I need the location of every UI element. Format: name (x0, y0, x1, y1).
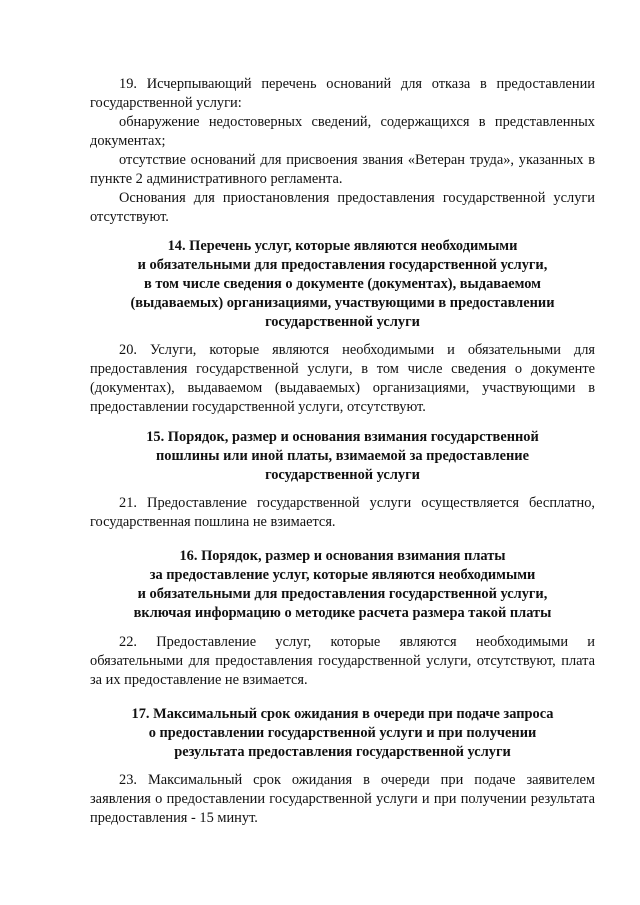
heading-line: государственной услуги (265, 314, 420, 330)
section-heading-14 (90, 237, 595, 332)
section-heading-15 (90, 428, 595, 485)
heading-line: пошлины или иной платы, взимаемой за предоставление (156, 448, 529, 464)
paragraph-19: 19. Исчерпывающий перечень оснований для отказа в предоставлении государственной услуги: (90, 76, 595, 111)
heading-line: и обязательными для предоставления государственной услуги, (137, 257, 548, 273)
paragraph-19-suspension: Основания для приостановления предоставления государственной услуги отсутствуют. (90, 190, 595, 225)
paragraph-21: 21. Предоставление государственной услуги осуществляется бесплатно, государственная пошлина не взимается. (90, 495, 595, 530)
heading-line: (выдаваемых) организациями, участвующими в предоставлении (130, 295, 555, 311)
heading-line: результата предоставления государственной услуги (174, 744, 511, 760)
paragraph-23: 23. Максимальный срок ожидания в очереди при подаче заявителем заявления о предоставлении государственной услуги и при получении результата предоставления - 15 минут. (90, 772, 595, 826)
section-heading-17 (90, 705, 595, 762)
heading-line: 14. Перечень услуг, которые являются необходимыми (167, 238, 518, 254)
heading-line: 15. Порядок, размер и основания взимания государственной (146, 429, 539, 445)
paragraph-22: 22. Предоставление услуг, которые являются необходимыми и обязательными для предоставления государственной услуги, отсутствуют, плата за их предоставление не взимается. (90, 634, 595, 688)
paragraph-19-item-1: обнаружение недостоверных сведений, содержащихся в представленных документах; (90, 114, 595, 149)
heading-line: за предоставление услуг, которые являются необходимыми (149, 567, 536, 583)
paragraph-19-item-2: отсутствие оснований для присвоения звания «Ветеран труда», указанных в пункте 2 административного регламента. (90, 152, 595, 187)
section-heading-16 (90, 547, 595, 623)
heading-line: о предоставлении государственной услуги и при получении (148, 725, 537, 741)
heading-line: государственной услуги (265, 467, 420, 483)
heading-line: и обязательными для предоставления государственной услуги, (137, 586, 548, 602)
heading-line: 17. Максимальный срок ожидания в очереди при подаче запроса (131, 706, 554, 722)
heading-line: 16. Порядок, размер и основания взимания платы (179, 548, 506, 564)
heading-line: в том числе сведения о документе (документах), выдаваемом (144, 276, 541, 292)
heading-line: включая информацию о методике расчета размера такой платы (133, 605, 552, 621)
paragraph-20: 20. Услуги, которые являются необходимыми и обязательными для предоставления государственной услуги, в том числе сведения о документе (документах), выдаваемом (выдаваемых) организациями, участвующими в предоставлении государственной услуги, отсутствуют. (90, 342, 595, 415)
